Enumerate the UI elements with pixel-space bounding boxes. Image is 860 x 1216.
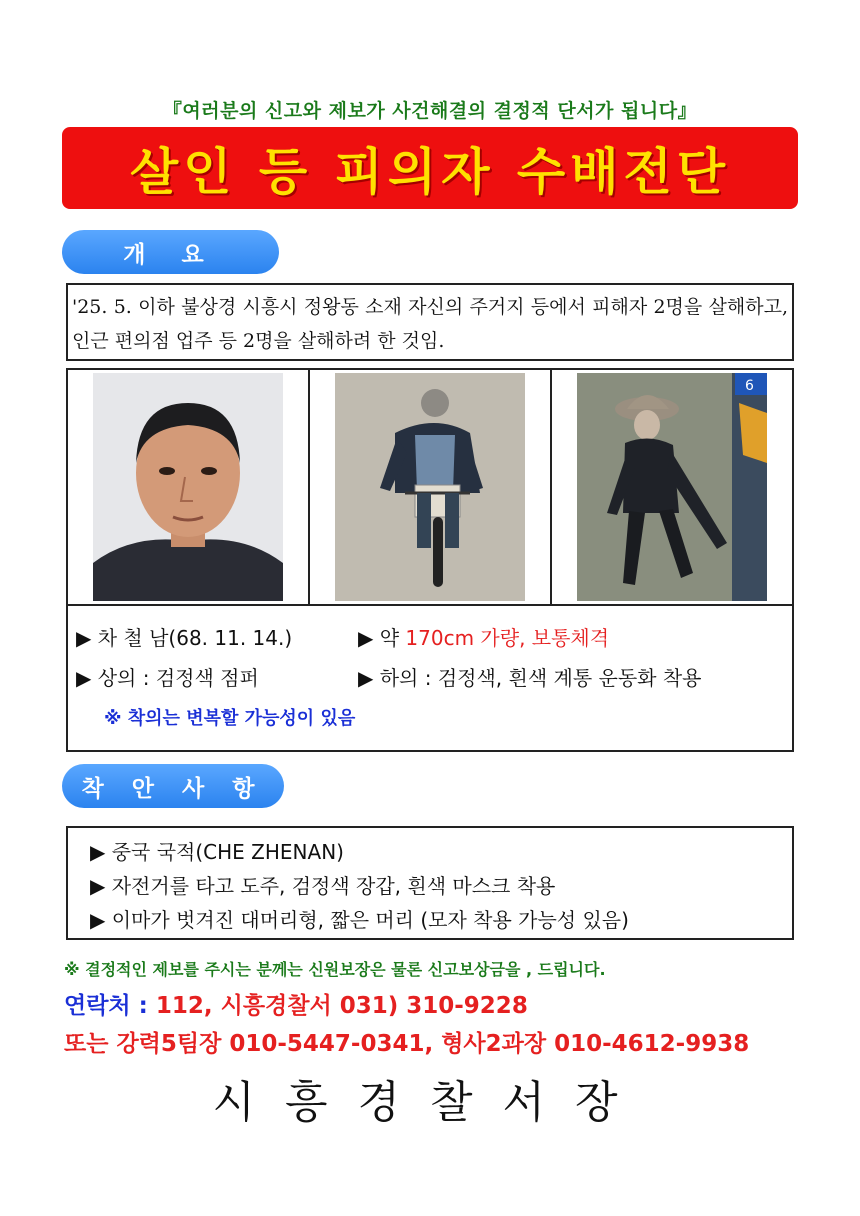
cctv-walking-photo — [577, 373, 767, 601]
caution-item: ▶ 이마가 벗겨진 대머리형, 짧은 머리 (모자 착용 가능성 있음) — [90, 908, 629, 932]
suspect-height-value: 170cm 가량, 보통체격 — [405, 626, 610, 650]
suspect-name — [76, 622, 292, 651]
overview-heading-label: 개 요 — [123, 241, 218, 268]
photo-cell-bicycle — [310, 370, 552, 604]
caution-item: ▶ 중국 국적(CHE ZHENAN) — [90, 840, 344, 864]
suspect-bottom-clothing: ▶ 하의 : 검정색, 흰색 계통 운동화 착용 — [358, 666, 702, 690]
title-banner — [62, 127, 798, 209]
suspect-height — [358, 622, 609, 651]
contact-line-2: 또는 강력5팀장 010-5447-0341, 형사2과장 010-4612-9938 — [64, 1031, 750, 1057]
signature: 시흥경찰서장 — [212, 1077, 648, 1128]
caution-box — [66, 826, 794, 940]
photo-row — [66, 368, 794, 606]
clothing-note: ※ 착의는 변복할 가능성이 있음 — [104, 708, 356, 729]
suspect-height-prefix: ▶ 약 — [358, 626, 406, 650]
overview-text: '25. 5. 이하 불상경 시흥시 정왕동 소재 자신의 주거지 등에서 피해자 2명을 살해하고, 인근 편의점 업주 등 2명을 살해하려 한 것임. — [72, 296, 788, 352]
reward-notice: ※ 결정적인 제보를 주시는 분께는 신원보장은 물론 신고보상금을 , 드립니다. — [64, 960, 606, 979]
contact-primary: 112, 시흥경찰서 031) 310-9228 — [147, 993, 528, 1019]
contact-label: 연락처 : — [64, 993, 148, 1019]
caution-item: ▶ 자전거를 타고 도주, 검정색 장갑, 흰색 마스크 착용 — [90, 874, 556, 898]
svg-text:6: 6 — [745, 378, 754, 394]
page-title: 살인 등 피의자 수배전단 — [129, 143, 731, 201]
caution-heading-label: 착 안 사 항 — [81, 775, 265, 802]
description-box — [66, 604, 794, 752]
photo-cell-walking — [552, 370, 792, 604]
suspect-top-clothing: ▶ 상의 : 검정색 점퍼 — [76, 666, 259, 690]
caution-heading — [62, 764, 284, 808]
overview-heading — [62, 230, 279, 274]
suspect-portrait-photo — [93, 373, 283, 601]
tagline: 『여러분의 신고와 제보가 사건해결의 결정적 단서가 됩니다』 — [162, 100, 698, 122]
contact-line-1 — [64, 987, 528, 1020]
suspect-name-text: ▶ 차 철 남(68. 11. 14.) — [76, 626, 293, 650]
photo-cell-portrait — [68, 370, 310, 604]
cctv-bicycle-photo — [335, 373, 525, 601]
